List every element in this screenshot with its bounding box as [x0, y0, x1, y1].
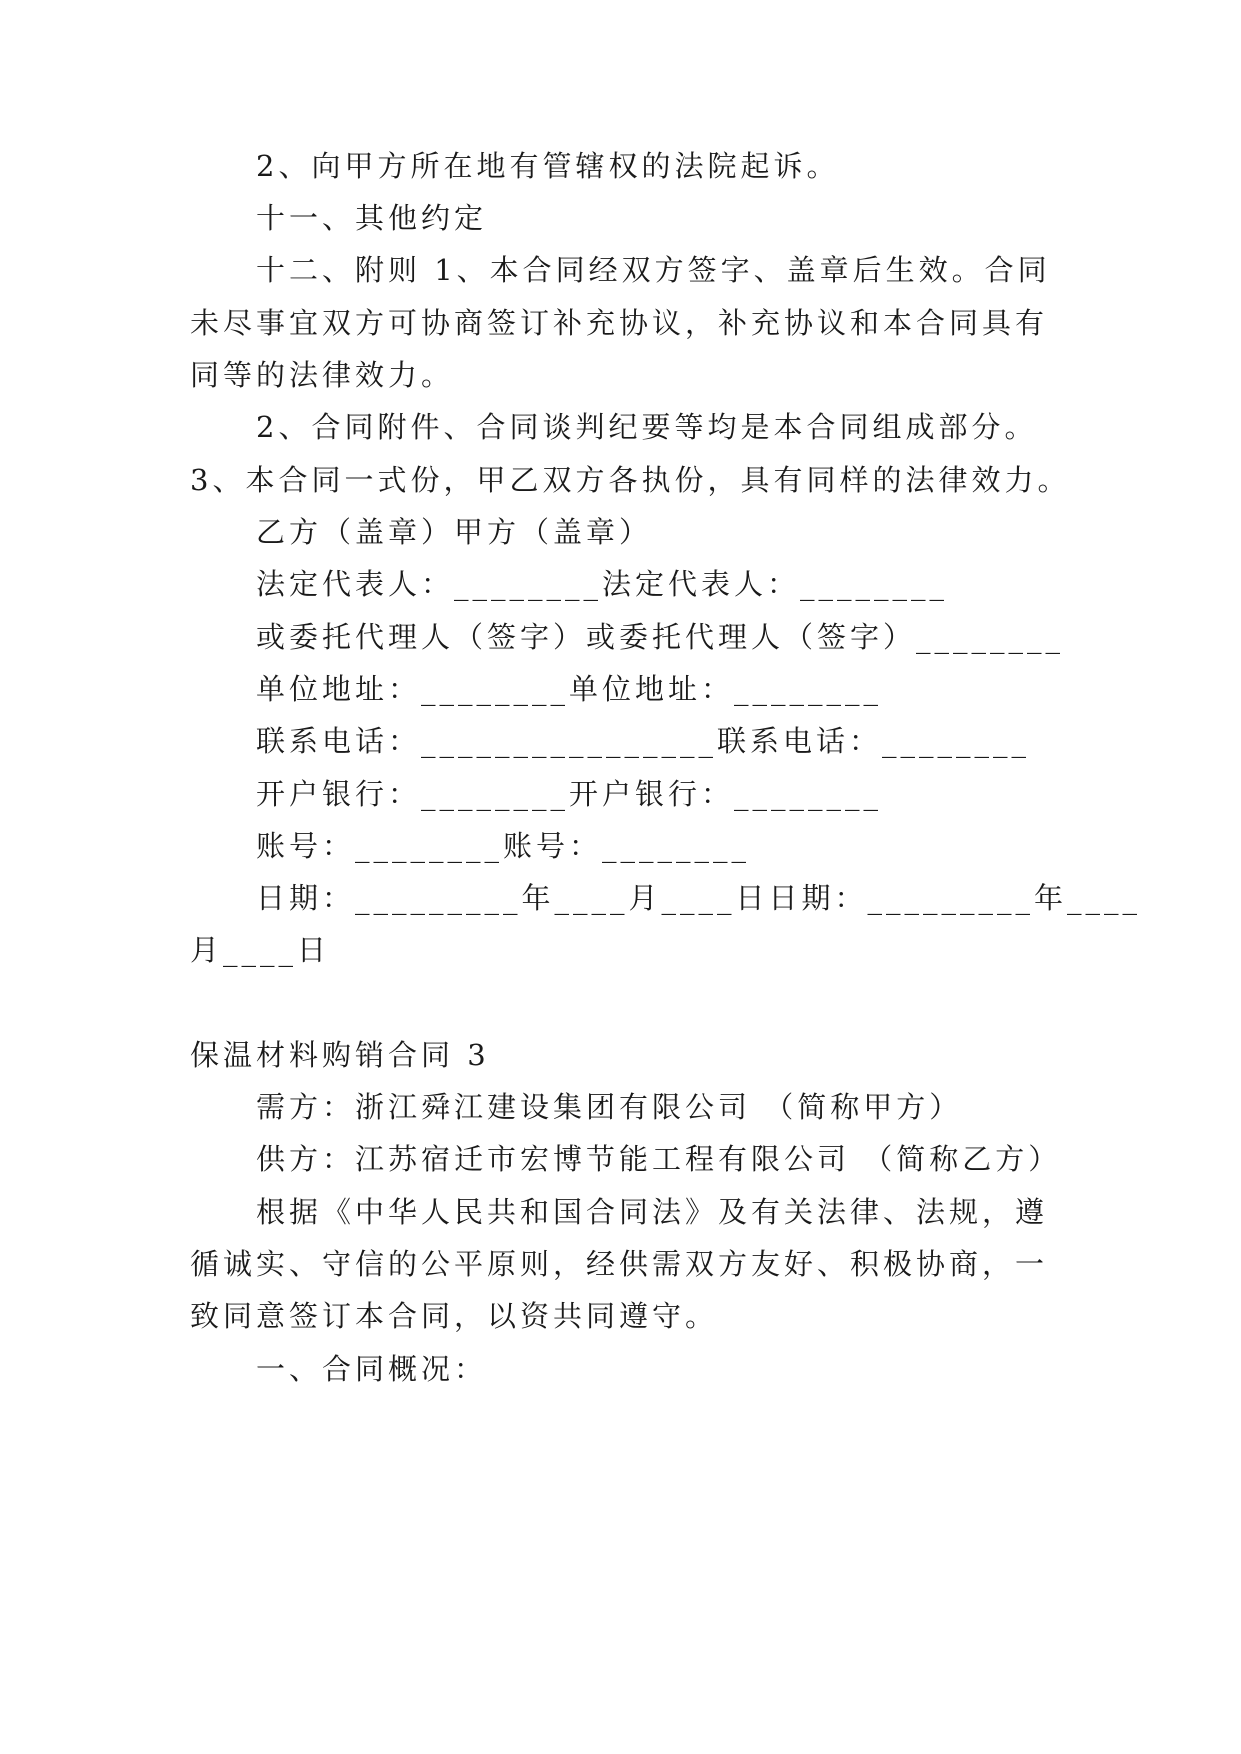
- signature-field-agent: 或委托代理人（签字）或委托代理人（签字）________: [256, 620, 1065, 654]
- signature-field-representative: 法定代表人：________法定代表人：________: [256, 567, 949, 601]
- section-heading: 十一、其他约定: [256, 201, 488, 235]
- paragraph-line: 3、本合同一式份，甲乙双方各执份，具有同样的法律效力。: [190, 463, 1071, 497]
- party-demand: 需方：浙江舜江建设集团有限公司 （简称甲方）: [256, 1090, 963, 1124]
- signature-header: 乙方（盖章）甲方（盖章）: [256, 515, 653, 549]
- paragraph-line: 2、向甲方所在地有管辖权的法院起诉。: [256, 149, 840, 183]
- paragraph-line: 2、合同附件、合同谈判纪要等均是本合同组成部分。: [256, 410, 1038, 444]
- section-heading: 一、合同概况：: [256, 1352, 488, 1386]
- paragraph-line: 未尽事宜双方可协商签订补充协议，补充协议和本合同具有: [190, 306, 1049, 340]
- paragraph-line: 同等的法律效力。: [190, 358, 455, 392]
- paragraph-line: 循诚实、守信的公平原则，经供需双方友好、积极协商，一: [190, 1247, 1049, 1281]
- signature-field-date: 日期：_________年____月____日日期：_________年____: [256, 881, 1142, 915]
- signature-field-bank: 开户银行：________开户银行：________: [256, 777, 883, 811]
- paragraph-line: 根据《中华人民共和国合同法》及有关法律、法规，遵: [256, 1195, 1049, 1229]
- contract-title: 保温材料购销合同 3: [190, 1038, 490, 1072]
- paragraph-line: 十二、附则 1、本合同经双方签字、盖章后生效。合同: [256, 253, 1051, 287]
- paragraph-line: 致同意签订本合同，以资共同遵守。: [190, 1299, 719, 1333]
- signature-field-date-continued: 月____日: [190, 933, 331, 967]
- signature-field-phone: 联系电话：________________联系电话：________: [256, 724, 1031, 758]
- signature-field-address: 单位地址：________单位地址：________: [256, 672, 883, 706]
- signature-field-account: 账号：________账号：________: [256, 829, 751, 863]
- party-supply: 供方：江苏宿迁市宏博节能工程有限公司 （简称乙方）: [256, 1142, 1062, 1176]
